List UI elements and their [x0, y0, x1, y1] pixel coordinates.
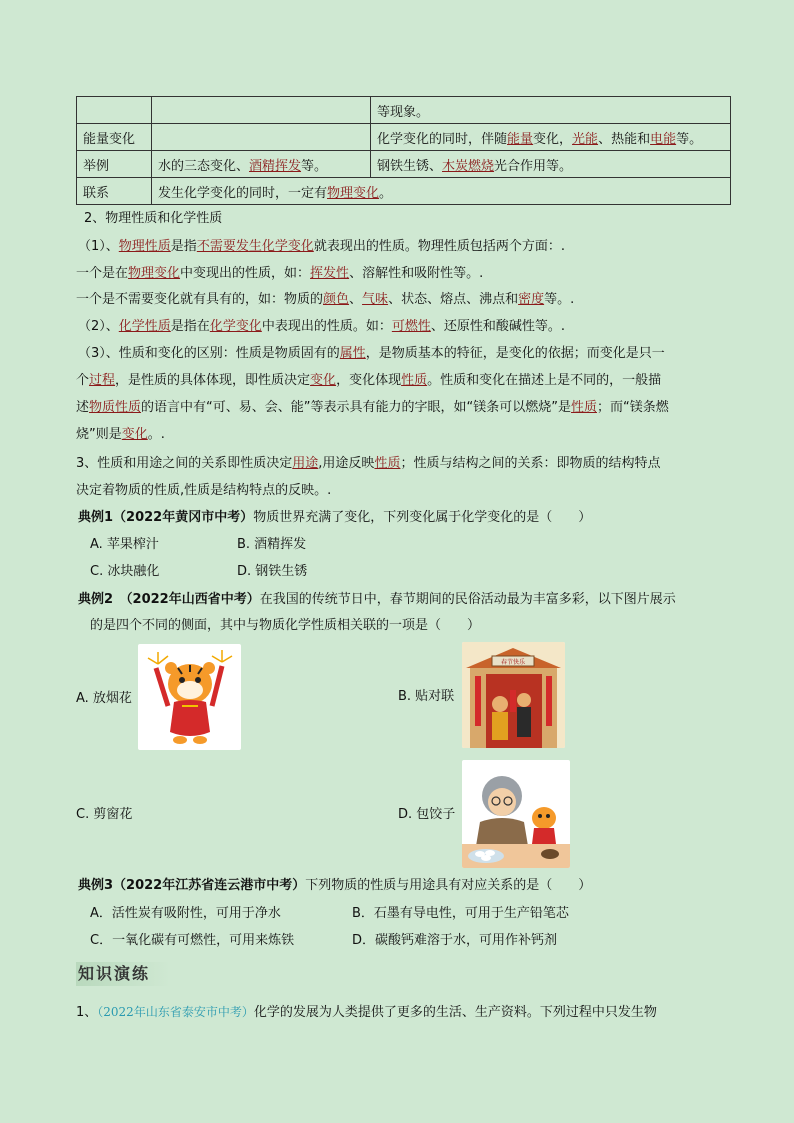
- example-1-stem: 典例1（2022年黄冈市中考）物质世界充满了变化，下列变化属于化学变化的是（ ）: [78, 510, 592, 525]
- table-cell: [77, 97, 152, 124]
- example-2-option-a[interactable]: A. 放烟花: [76, 691, 132, 706]
- example-1-option-c[interactable]: C. 冰块融化: [90, 564, 160, 579]
- table-cell-relation: 发生化学变化的同时，一定有物理变化。: [152, 178, 731, 205]
- paragraph-difference-line-3: 述物质性质的语言中有“可、易、会、能”等表示具有能力的字眼，如“镁条可以燃烧”是性质；而“镁条燃: [76, 400, 669, 415]
- comparison-table: [76, 96, 731, 205]
- example-3-label: 典例3（2022年江苏省连云港市中考）: [78, 878, 306, 893]
- example-1-label: 典例1（2022年黄冈市中考）: [78, 510, 254, 525]
- couplet-banner-text: 春节快乐: [500, 659, 526, 666]
- paragraph-physical-aspect-2: 一个是不需要变化就有具有的，如：物质的颜色、气味、状态、熔点、沸点和密度等。.: [76, 292, 575, 307]
- section-2-title: 2、物理性质和化学性质: [84, 211, 223, 226]
- table-row: [77, 178, 731, 205]
- table-row: [77, 151, 731, 178]
- paragraph-physical-aspect-1: 一个是在物理变化中变现出的性质，如：挥发性、溶解性和吸附性等。.: [76, 266, 484, 281]
- example-2-option-d[interactable]: D. 包饺子: [398, 807, 456, 822]
- table-row: [77, 97, 731, 124]
- example-3-stem: 典例3（2022年江苏省连云港市中考）下列物质的性质与用途具有对应关系的是（ ）: [78, 878, 592, 893]
- tiger-fireworks-image: [138, 644, 241, 750]
- example-2-label: 典例2 （2022年山西省中考）: [78, 592, 260, 607]
- example-3-option-b[interactable]: B．石墨有导电性，可用于生产铅笔芯: [352, 906, 569, 921]
- section-3-line-2: 决定着物质的性质,性质是结构特点的反映。.: [76, 483, 332, 498]
- paragraph-chemical-property: （2）、化学性质是指在化学变化中表现出的性质。如：可燃性、还原性和酸碱性等。.: [78, 319, 565, 334]
- example-2-option-c[interactable]: C. 剪窗花: [76, 807, 133, 822]
- section-3-line-1: 3、性质和用途之间的关系即性质决定用途,用途反映性质；性质与结构之间的关系：即物质的结构特点: [76, 456, 661, 471]
- dumpling-making-image: [462, 760, 570, 868]
- example-3-option-a[interactable]: A．活性炭有吸附性，可用于净水: [90, 906, 281, 921]
- table-cell-physical-example: 水的三态变化、酒精挥发等。: [152, 151, 371, 178]
- table-cell-energy: 化学变化的同时，伴随能量变化，光能、热能和电能等。: [371, 124, 731, 151]
- paragraph-difference-line-4: 烧”则是变化。.: [76, 427, 165, 442]
- paragraph-difference-line-2: 个过程，是性质的具体体现，即性质决定变化，变化体现性质。性质和变化在描述上是不同的，一般描: [76, 373, 662, 388]
- example-3-option-d[interactable]: D．碳酸钙难溶于水，可用作补钙剂: [352, 933, 558, 948]
- table-cell-relation-label: 联系: [77, 178, 152, 205]
- table-cell: 等现象。: [371, 97, 731, 124]
- table-cell-chemical-example: 钢铁生锈、木炭燃烧光合作用等。: [371, 151, 731, 178]
- example-1-option-b[interactable]: B. 酒精挥发: [237, 537, 307, 552]
- example-1-option-d[interactable]: D. 钢铁生锈: [237, 564, 308, 579]
- table-cell-example-label: 举例: [77, 151, 152, 178]
- couplet-door-image: [462, 642, 565, 748]
- table-cell-energy-label: 能量变化: [77, 124, 152, 151]
- example-2-stem-line-1: 典例2 （2022年山西省中考）在我国的传统节日中，春节期间的民俗活动最为丰富多彩，以下图片展示: [78, 592, 676, 607]
- example-3-option-c[interactable]: C．一氧化碳有可燃性，可用来炼铁: [90, 933, 295, 948]
- practice-question-1: 1、（2022年山东省泰安市中考）化学的发展为人类提供了更多的生活、生产资料。下列过程中只发生物: [76, 1005, 657, 1020]
- table-cell: [152, 124, 371, 151]
- example-2-option-b[interactable]: B. 贴对联: [398, 689, 455, 704]
- paragraph-physical-property: （1）、物理性质是指不需要发生化学变化就表现出的性质。物理性质包括两个方面：.: [78, 239, 565, 254]
- example-1-option-a[interactable]: A. 苹果榨汁: [90, 537, 159, 552]
- table-cell: [152, 97, 371, 124]
- paragraph-difference-line-1: （3）、性质和变化的区别：性质是物质固有的属性，是物质基本的特征，是变化的依据；而变化是只一: [78, 346, 665, 361]
- table-row: [77, 124, 731, 151]
- practice-question-1-source: （2022年山东省泰安市中考）: [97, 1005, 254, 1019]
- example-2-stem-line-2: 的是四个不同的侧面，其中与物质化学性质相关联的一项是（ ）: [90, 618, 481, 633]
- practice-section-banner: 知识演练: [76, 962, 170, 986]
